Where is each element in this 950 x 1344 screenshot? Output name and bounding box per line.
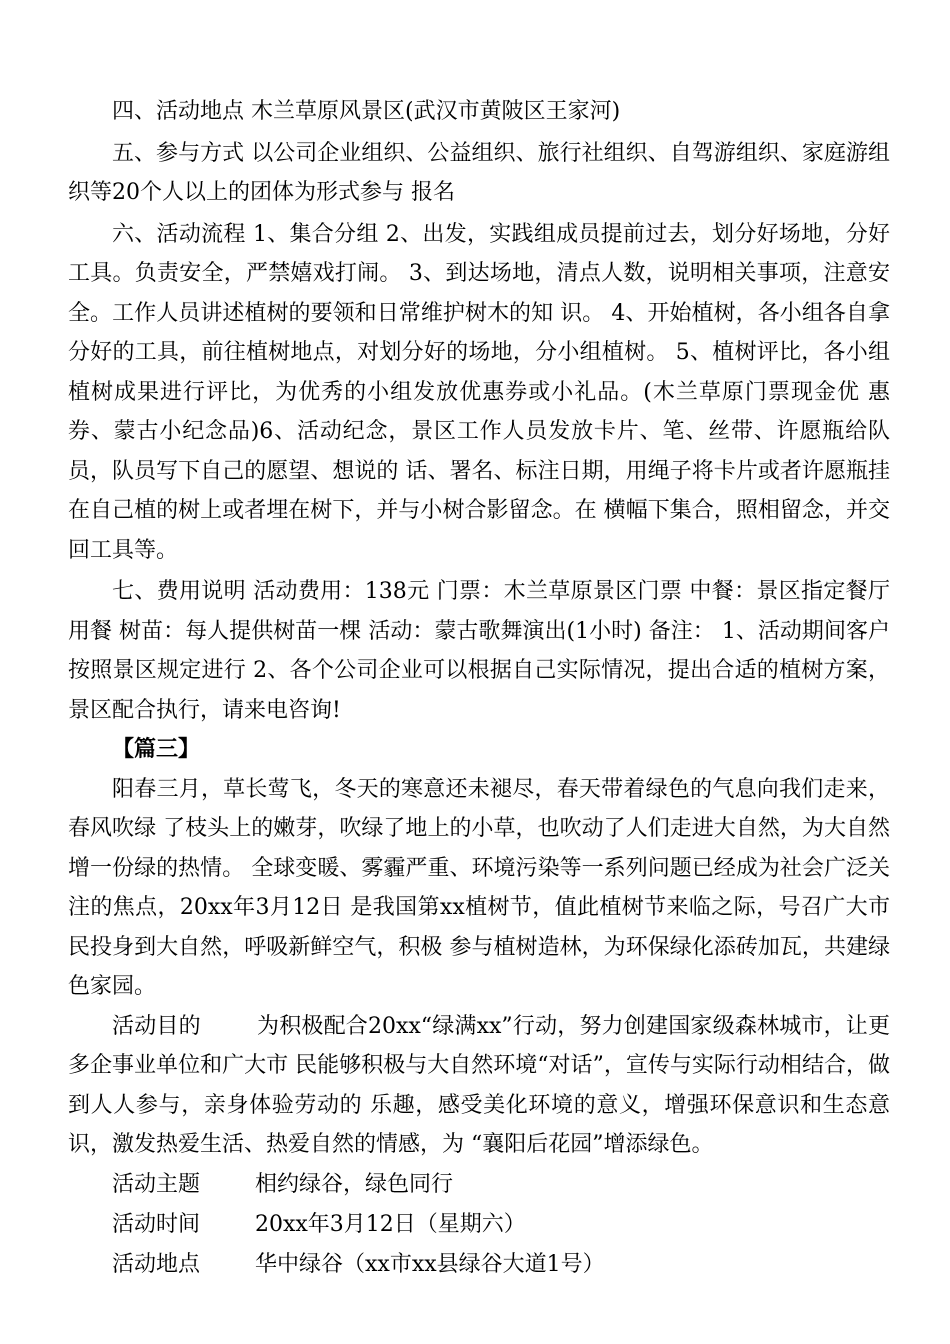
section-6-process: 六、活动流程 1、集合分组 2、出发，实践组成员提前过去，划分好场地，分好工具。负责安全，严禁嬉戏打闹。 3、到达场地，清点人数，说明相关事项，注意安全。工作人员讲述植树的要领和日常维护树木的知 识。 4、开始植树，各小组各自拿分好的工具，前往植树地点，对划分好的场地，分小组植树。 5、植树评比，各小组植树成果进行评比，为优秀的小组发放优惠券或小礼品。(木兰草原门票现金优 惠券、蒙古小纪念品)6、活动纪念，景区工作人员发放卡片、笔、丝带、许愿瓶给队员，队员写下自己的愿望、想说的 话、署名、标注日期，用绳子将卡片或者许愿瓶挂在自己植的树上或者埋在树下，并与小树合影留念。在 横幅下集合，照相留念，并交回工具等。: [68, 221, 890, 563]
activity-goal-text: 为积极配合20xx“绿满xx”行动，努力创建国家级森林城市，让更多企事业单位和广大市 民能够积极与大自然环境“对话”，宣传与实际行动相结合，做到人人参与，亲身体验劳动的 乐趣，感受美化环境的意义，增强环保意识和生态意识，激发热爱生活、热爱自然的情感，为 “襄阳后花园”增添绿色。: [68, 1013, 890, 1157]
part-3-intro: 阳春三月，草长莺飞，冬天的寒意还未褪尽，春天带着绿色的气息向我们走来，春风吹绿 了枝头上的嫩芽，吹绿了地上的小草，也吹动了人们走进大自然，为大自然增一份绿的热情。 全球变暖、雾霾严重、环境污染等一系列问题已经成为社会广泛关注的焦点，20xx年3月12日 是我国第xx植树节，值此植树节来临之际，号召广大市民投身到大自然，呼吸新鲜空气，积极 参与植树造林，为环保绿化添砖加瓦，共建绿色家园。: [68, 776, 890, 999]
activity-time-value: 20xx年3月12日（星期六）: [255, 1211, 526, 1237]
part-3-heading: 【篇三】: [112, 736, 201, 762]
activity-time-label: 活动时间: [112, 1211, 201, 1237]
activity-place-value: 华中绿谷（xx市xx县绿谷大道1号）: [255, 1251, 605, 1277]
section-5-participation: 五、参与方式 以公司企业组织、公益组织、旅行社组织、自驾游组织、家庭游组织等20个人以上的团体为形式参与 报名: [68, 140, 890, 205]
section-7-fees: 七、费用说明 活动费用：138元 门票：木兰草原景区门票 中餐：景区指定餐厅用餐 树苗：每人提供树苗一棵 活动：蒙古歌舞演出(1小时) 备注： 1、活动期间客户按照景区规定进行 2、各个公司企业可以根据自己实际情况，提出合适的植树方案，景区配合执行，请来电咨询!: [68, 579, 890, 723]
document-page: [68, 92, 890, 1285]
activity-theme-value: 相约绿谷，绿色同行: [255, 1171, 454, 1197]
activity-place-label: 活动地点: [112, 1251, 201, 1277]
section-4-location: 四、活动地点 木兰草原风景区(武汉市黄陂区王家河): [112, 99, 621, 124]
activity-place-row: [68, 1245, 890, 1285]
activity-time-row: [68, 1205, 890, 1245]
activity-theme-label: 活动主题: [112, 1171, 201, 1197]
activity-goal: [68, 1007, 890, 1165]
activity-theme-row: [68, 1165, 890, 1205]
activity-goal-label: 活动目的: [112, 1013, 201, 1039]
